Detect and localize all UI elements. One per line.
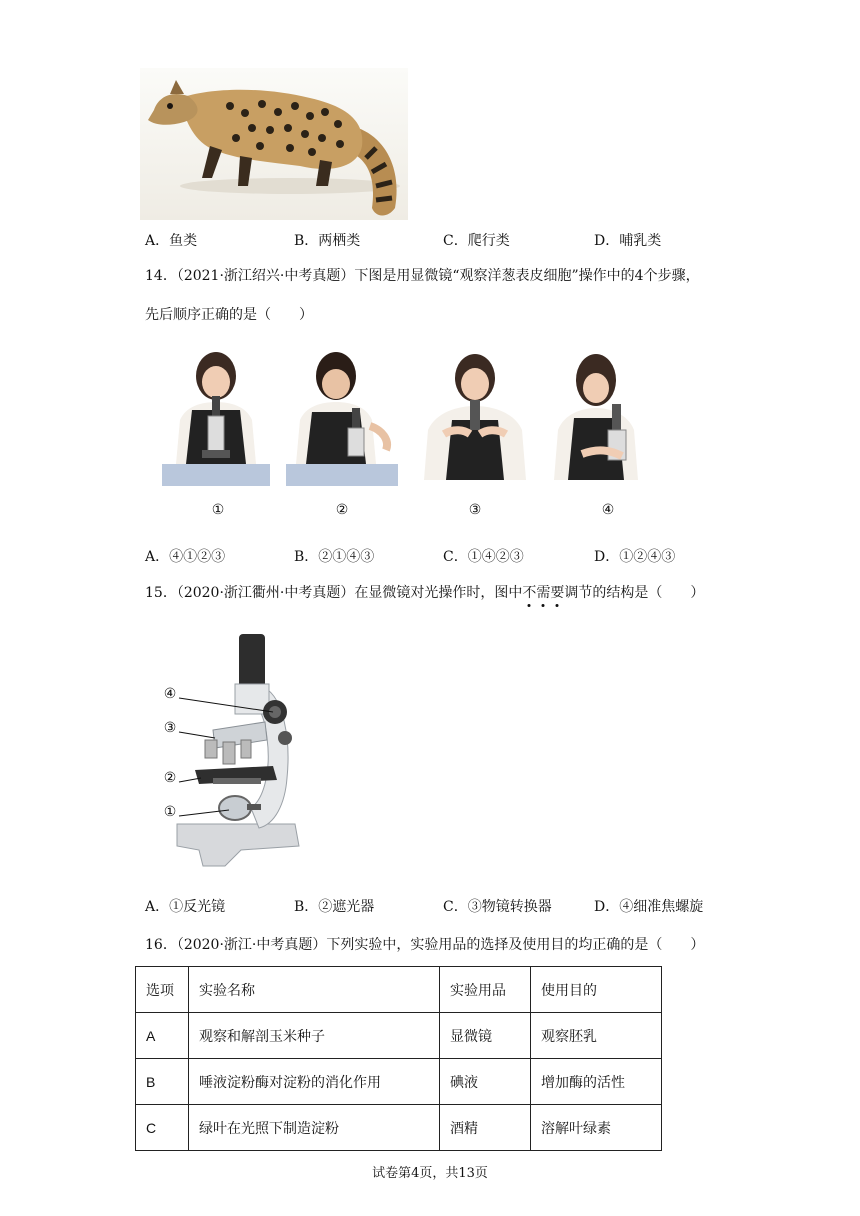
table-header-row [136,967,662,1013]
table-row [136,1013,662,1059]
q15-option-d[interactable]: D．④细准焦螺旋 [594,899,704,915]
civet-image [140,68,408,220]
q14-caption-3: ③ [468,502,482,518]
q13-option-b[interactable]: B．两栖类 [294,233,361,249]
q14-option-d[interactable]: D．①②④③ [594,549,676,565]
q14-caption-4: ④ [601,502,615,518]
q14-photo-3 [414,350,536,480]
q15-label-3: ③ [163,720,177,736]
row-a-option: A [136,1013,189,1059]
table-row [136,1059,662,1105]
row-a-supplies: 显微镜 [440,1013,531,1059]
row-c-option: C [136,1105,189,1151]
q13-option-a[interactable]: A．鱼类 [145,233,198,249]
q15-stem-post: 调节的结构是（ ） [564,585,705,601]
q15-emphasis-2: 需 [536,585,551,601]
q16-stem: 16．（2020·浙江·中考真题）下列实验中，实验用品的选择及使用目的均正确的是（ ） [145,937,705,953]
row-b-experiment: 唾液淀粉酶对淀粉的消化作用 [189,1059,440,1105]
q14-caption-1: ① [211,502,225,518]
header-experiment: 实验名称 [189,967,440,1013]
q15-label-2: ② [163,770,177,786]
q13-option-c[interactable]: C．爬行类 [443,233,510,249]
q14-photo-1 [162,350,270,486]
row-c-supplies: 酒精 [440,1105,531,1151]
q14-option-a[interactable]: A．④①②③ [145,549,226,565]
table-row [136,1105,662,1151]
q15-option-b[interactable]: B．②遮光器 [294,899,375,915]
row-b-supplies: 碘液 [440,1059,531,1105]
q14-photo-2 [286,350,398,486]
q14-stem-line2: 先后顺序正确的是（ ） [145,307,313,323]
row-a-purpose: 观察胚乳 [531,1013,662,1059]
row-b-purpose: 增加酶的活性 [531,1059,662,1105]
q14-caption-2: ② [335,502,349,518]
q14-option-c[interactable]: C．①④②③ [443,549,524,565]
header-purpose: 使用目的 [531,967,662,1013]
q13-option-d[interactable]: D．哺乳类 [594,233,662,249]
q15-emphasis-1: 不 [522,585,537,601]
q15-stem-pre: 15．（2020·浙江衢州·中考真题）在显微镜对光操作时，图中 [145,585,523,601]
q15-emphasis-3: 要 [550,585,565,601]
header-supplies: 实验用品 [440,967,531,1013]
q16-table [135,966,662,1151]
row-b-option: B [136,1059,189,1105]
q15-option-a[interactable]: A．①反光镜 [145,899,226,915]
q14-option-b[interactable]: B．②①④③ [294,549,375,565]
q15-stem [145,582,704,602]
header-option: 选项 [136,967,189,1013]
row-c-experiment: 绿叶在光照下制造淀粉 [189,1105,440,1151]
row-a-experiment: 观察和解剖玉米种子 [189,1013,440,1059]
row-c-purpose: 溶解叶绿素 [531,1105,662,1151]
q14-stem-line1: 14．（2021·浙江绍兴·中考真题）下图是用显微镜“观察洋葱表皮细胞”操作中的4个步骤， [145,268,700,284]
microscope-diagram [155,628,315,874]
q15-label-1: ① [163,804,177,820]
q14-photo-4 [552,350,654,480]
q15-label-4: ④ [163,686,177,702]
q15-option-c[interactable]: C．③物镜转换器 [443,899,552,915]
page-footer: 试卷第4页，共13页 [372,1166,488,1181]
